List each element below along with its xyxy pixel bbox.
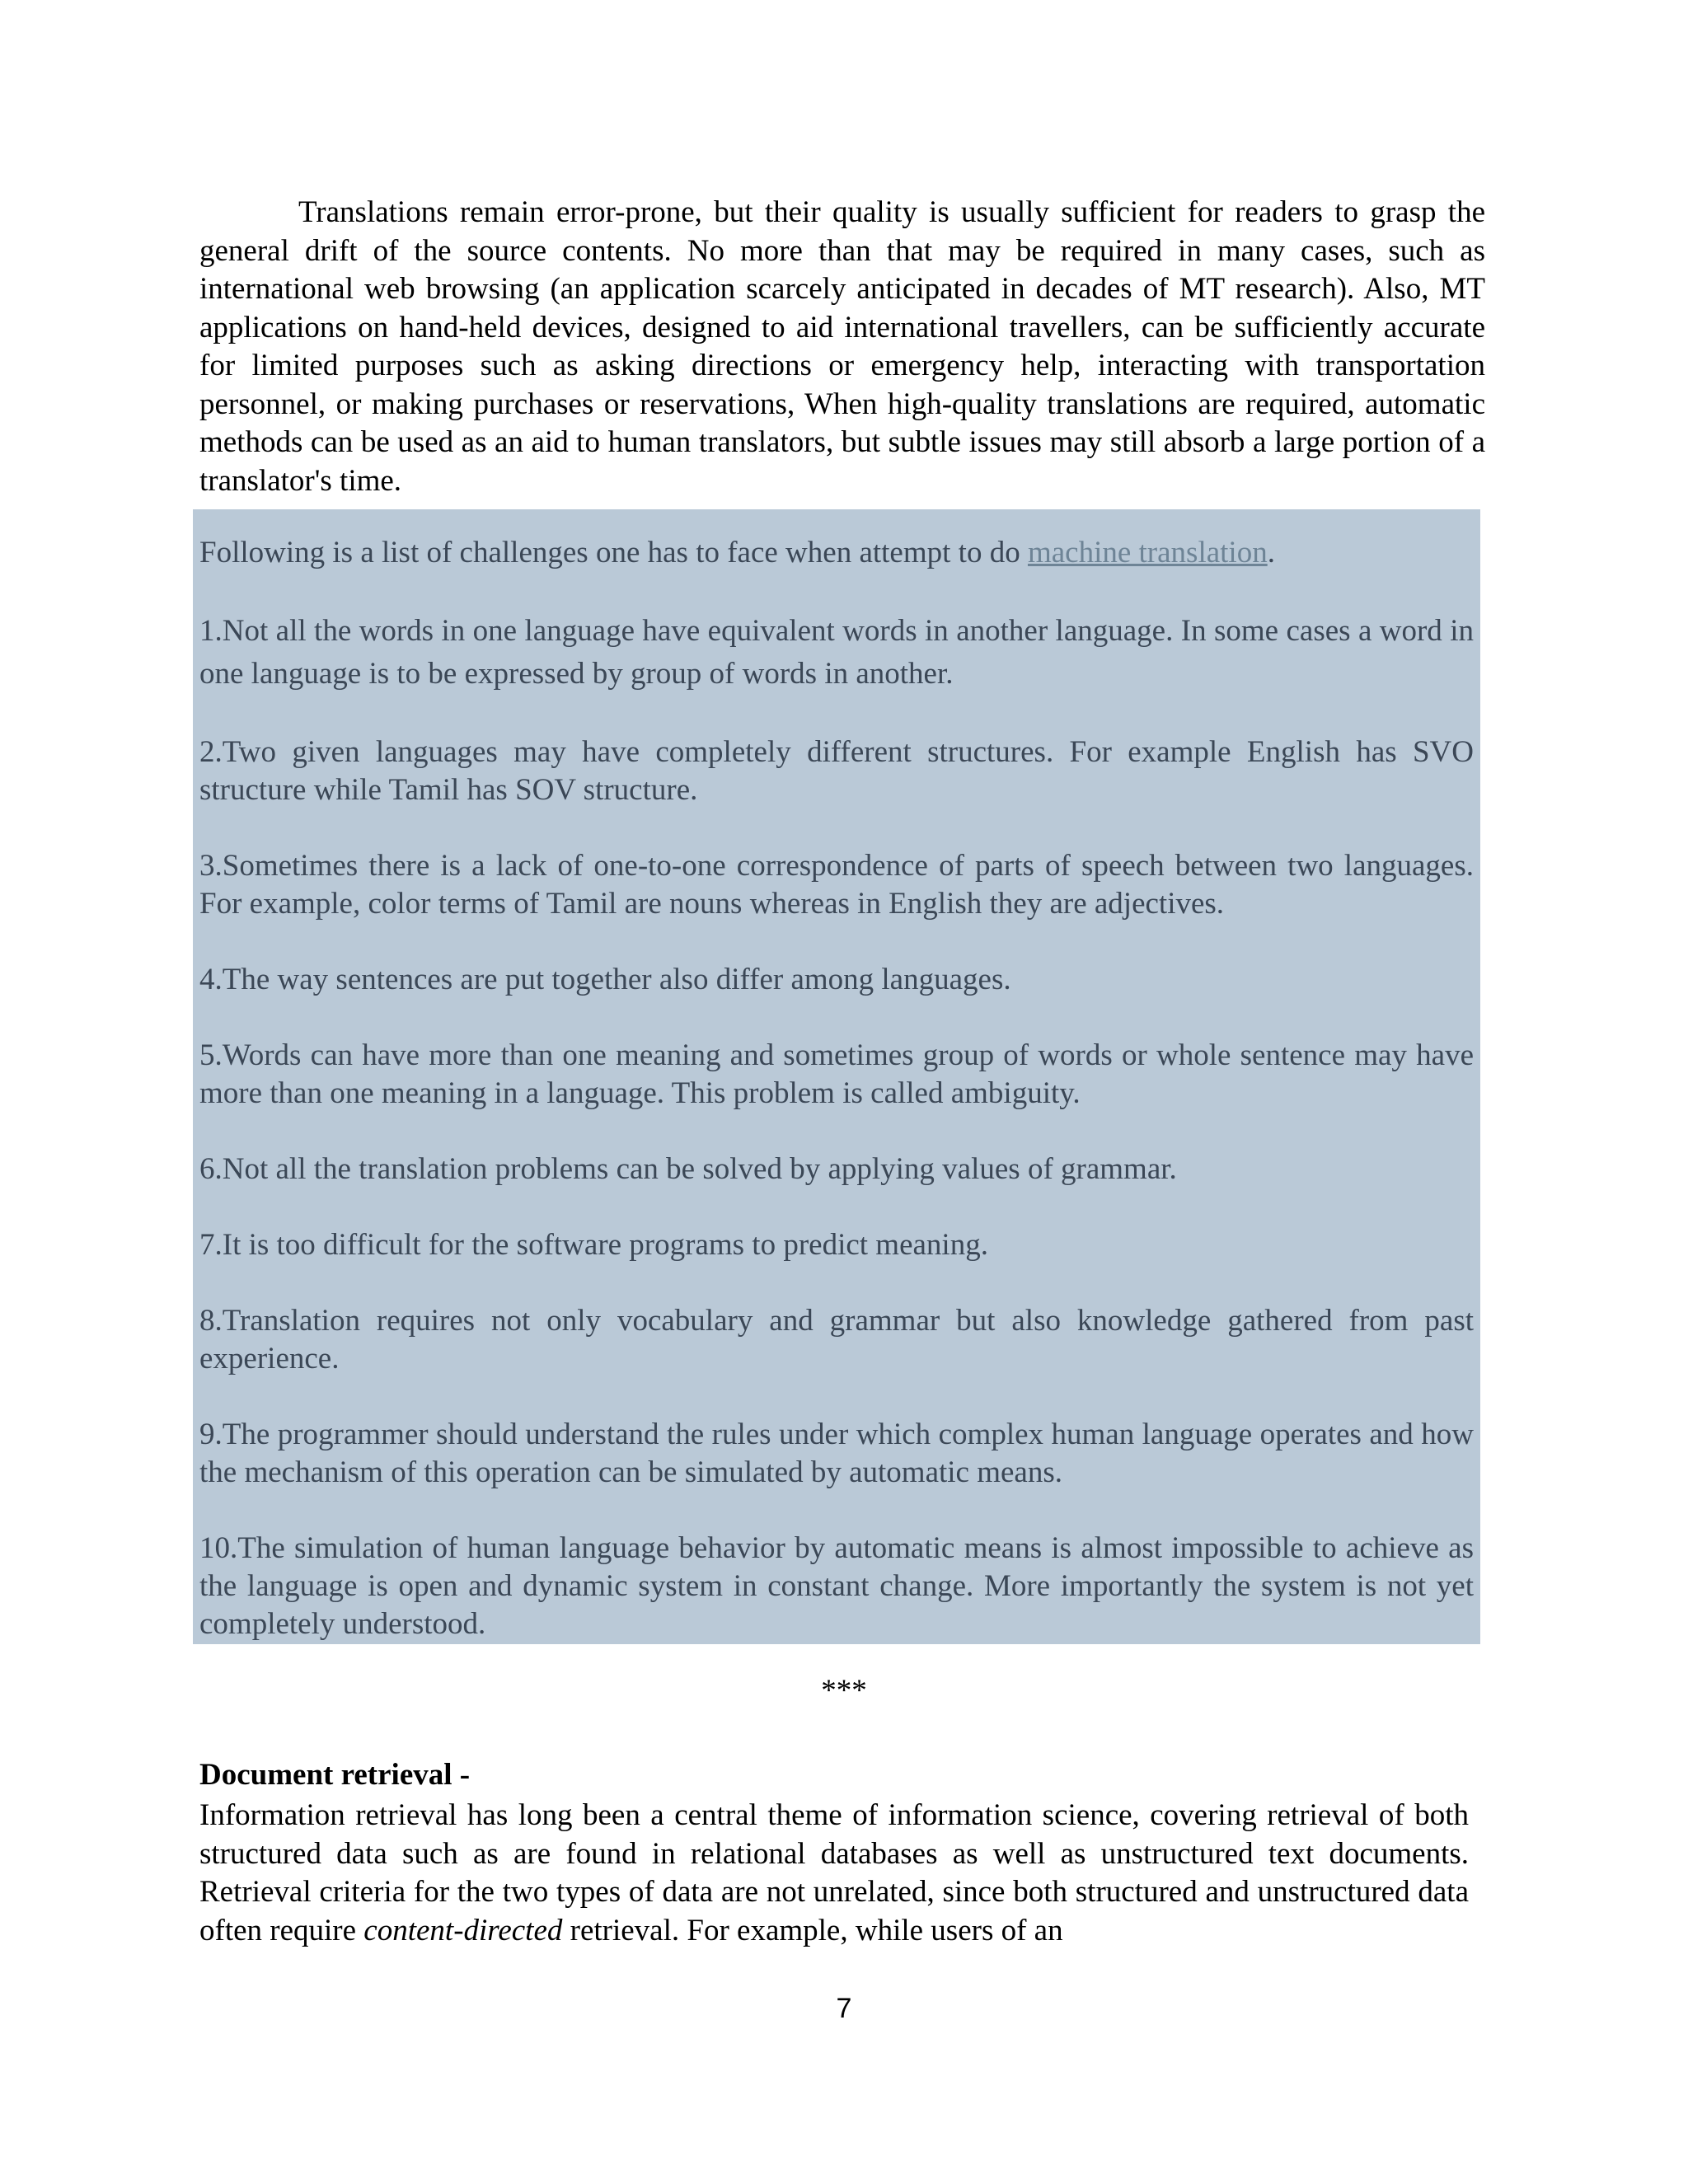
- challenge-item: 8.Translation requires not only vocabulary and grammar but also knowledge gathered from past experience.: [199, 1304, 1474, 1376]
- challenge-item: 9.The programmer should understand the rules under which complex human language operates and how the mechanism of this operation can be simulated by automatic means.: [199, 1418, 1474, 1489]
- challenge-item: 5.Words can have more than one meaning and sometimes group of words or whole sentence may have more than one meaning in a language. This problem is called ambiguity.: [199, 1038, 1474, 1110]
- challenge-item: 10.The simulation of human language behavior by automatic means is almost impossible to achieve as the language is open and dynamic system in constant change. More importantly the system is not yet completely understood.: [199, 1531, 1474, 1641]
- machine-translation-link[interactable]: machine translation: [1027, 536, 1268, 569]
- retrieval-emphasis: content-directed: [363, 1913, 563, 1947]
- section-separator: ***: [821, 1674, 867, 1708]
- section-heading: Document retrieval -: [199, 1758, 471, 1792]
- challenge-item: 3.Sometimes there is a lack of one-to-one correspondence of parts of speech between two languages. For example, color terms of Tamil are nouns whereas in English they are adjectives.: [199, 849, 1474, 921]
- challenges-lead: [199, 534, 1474, 572]
- page-number: 7: [836, 1993, 852, 2024]
- challenge-item: 6.Not all the translation problems can be solved by applying values of grammar.: [199, 1152, 1177, 1186]
- challenge-item: 1.Not all the words in one language have equivalent words in another language. In some cases a word in one language is to be expressed by group of words in another.: [199, 614, 1474, 691]
- challenge-item: 4.The way sentences are put together also differ among languages.: [199, 963, 1011, 996]
- retrieval-text-after: retrieval. For example, while users of an: [570, 1913, 1063, 1947]
- challenge-item: 2.Two given languages may have completely different structures. For example English has SVO structure while Tamil has SOV structure.: [199, 735, 1474, 807]
- challenges-box: [193, 509, 1480, 1644]
- lead-text: Following is a list of challenges one has to face when attempt to do: [199, 536, 1020, 569]
- challenges-list: [199, 534, 1474, 1681]
- intro-paragraph: Translations remain error-prone, but their quality is usually sufficient for readers to grasp the general drift of the source contents. No more than that may be required in many cases, such as international web browsing (an application scarcely anticipated in decades of MT research). Also, MT applications on hand-held devices, designed to aid international travellers, can be sufficiently accurate for limited purposes such as asking directions or emergency help, interacting with transportation personnel, or making purchases or reservations, When high-quality translations are required, automatic methods can be used as an aid to human translators, but subtle issues may still absorb a large portion of a translator's time.: [199, 195, 1485, 498]
- challenge-item: 7.It is too difficult for the software programs to predict meaning.: [199, 1228, 988, 1262]
- retrieval-paragraph: [199, 1797, 1469, 1950]
- lead-end: .: [1267, 536, 1275, 569]
- retrieval-text-before: Information retrieval has long been a central theme of information science, covering retrieval of both structured data such as are found in relational databases as well as unstructured text documents. Retrieval criteria for the two types of data are not unrelated, since both structured and unstructured data often require: [199, 1798, 1469, 1947]
